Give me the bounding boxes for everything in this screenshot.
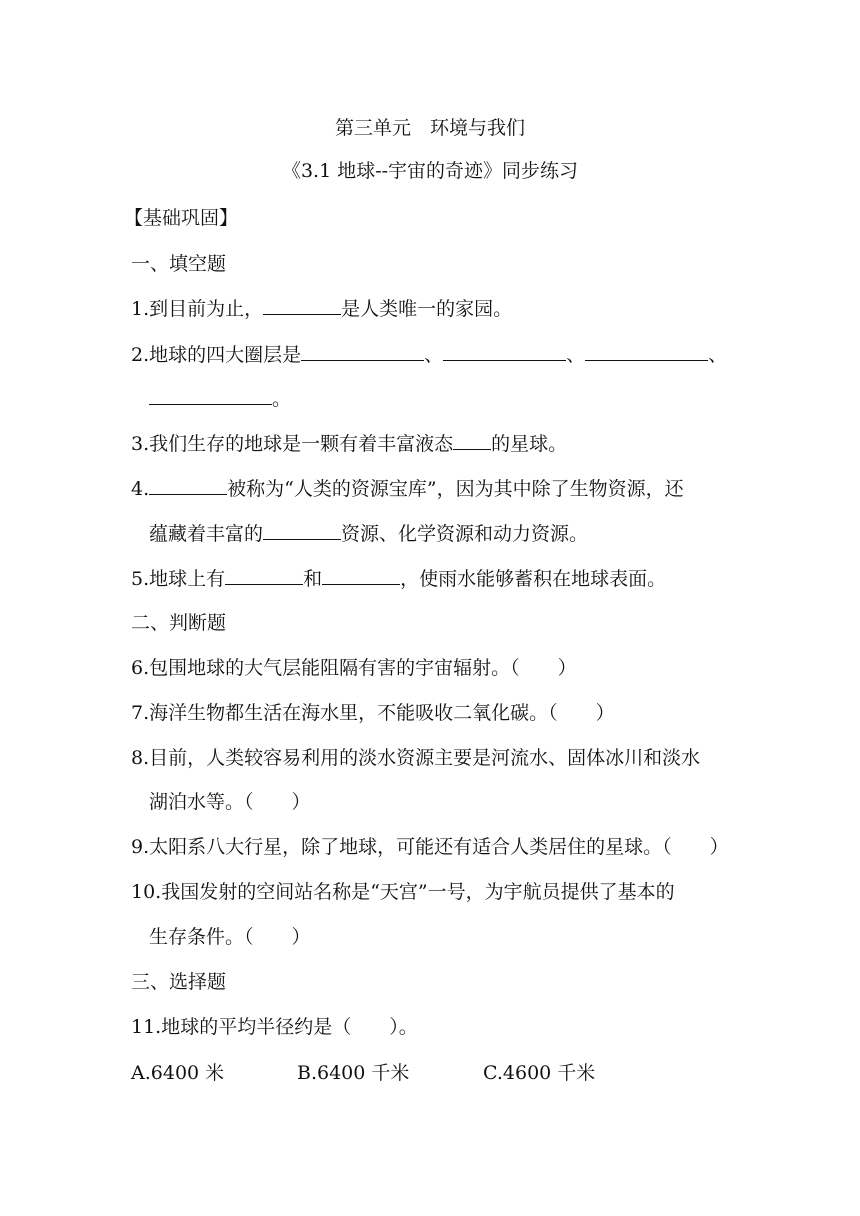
q2-sep-1: 、 xyxy=(424,344,444,366)
q4-blank-1 xyxy=(149,476,227,495)
q4-blank-2 xyxy=(263,521,341,540)
question-8-cont: 湖泊水等。（ ） xyxy=(149,791,311,813)
q2-text-a: 2.地球的四大圈层是 xyxy=(131,344,302,366)
q4-text-b: 被称为“人类的资源宝库”，因为其中除了生物资源，还 xyxy=(227,478,684,500)
lesson-title: 《3.1 地球--宇宙的奇迹》同步练习 xyxy=(281,160,579,182)
section-choice: 三、选择题 xyxy=(131,971,227,993)
question-7: 7.海洋生物都生活在海水里，不能吸收二氧化碳。（ ） xyxy=(131,702,615,724)
q5-text-a: 5.地球上有 xyxy=(131,568,226,590)
q1-text-a: 1.到目前为止， xyxy=(131,298,264,320)
q3-text-b: 的星球。 xyxy=(491,433,568,455)
q11-option-a: A.6400 米 xyxy=(131,1062,225,1084)
question-1 xyxy=(131,296,512,321)
question-8: 8.目前，人类较容易利用的淡水资源主要是河流水、固体冰川和淡水 xyxy=(131,747,701,769)
question-4-cont xyxy=(149,521,588,546)
q5-text-b: 和 xyxy=(303,568,323,590)
q4-text-a: 4. xyxy=(131,478,150,500)
q5-blank-2 xyxy=(322,566,400,585)
q2-blank-4 xyxy=(149,386,272,405)
q3-text-a: 3.我们生存的地球是一颗有着丰富液态 xyxy=(131,433,454,455)
question-3 xyxy=(131,431,567,456)
section-basic: 【基础巩固】 xyxy=(124,207,239,229)
section-fill: 一、填空题 xyxy=(131,253,227,275)
question-10-cont: 生存条件。（ ） xyxy=(149,926,311,948)
q11-option-c: C.4600 千米 xyxy=(483,1062,596,1084)
section-judge: 二、判断题 xyxy=(131,612,227,634)
unit-title: 第三单元 环境与我们 xyxy=(334,117,525,139)
q4-text-c: 蕴藏着丰富的 xyxy=(149,523,264,545)
q3-blank xyxy=(453,431,491,450)
question-2-cont xyxy=(149,386,291,411)
q2-sep-2: 、 xyxy=(566,344,586,366)
q2-blank-3 xyxy=(585,342,708,361)
question-5 xyxy=(131,566,666,591)
q5-text-c: ，使雨水能够蓄积在地球表面。 xyxy=(400,568,667,590)
question-6: 6.包围地球的大气层能阻隔有害的宇宙辐射。（ ） xyxy=(131,657,577,679)
question-2 xyxy=(131,342,727,367)
q5-blank-1 xyxy=(225,566,303,585)
q2-blank-2 xyxy=(443,342,566,361)
q1-text-b: 是人类唯一的家园。 xyxy=(341,298,513,320)
question-10: 10.我国发射的空间站名称是“天宫”一号，为宇航员提供了基本的 xyxy=(131,881,675,903)
q11-option-b: B.6400 千米 xyxy=(297,1062,410,1084)
q2-blank-1 xyxy=(301,342,424,361)
q1-blank xyxy=(263,296,341,315)
q2-sep-3: 、 xyxy=(708,344,728,366)
question-11: 11.地球的平均半径约是（ ）。 xyxy=(131,1016,418,1038)
q2-end: 。 xyxy=(272,388,292,410)
question-9: 9.太阳系八大行星，除了地球，可能还有适合人类居住的星球。（ ） xyxy=(131,836,729,858)
question-4 xyxy=(131,476,684,501)
q4-text-d: 资源、化学资源和动力资源。 xyxy=(341,523,589,545)
